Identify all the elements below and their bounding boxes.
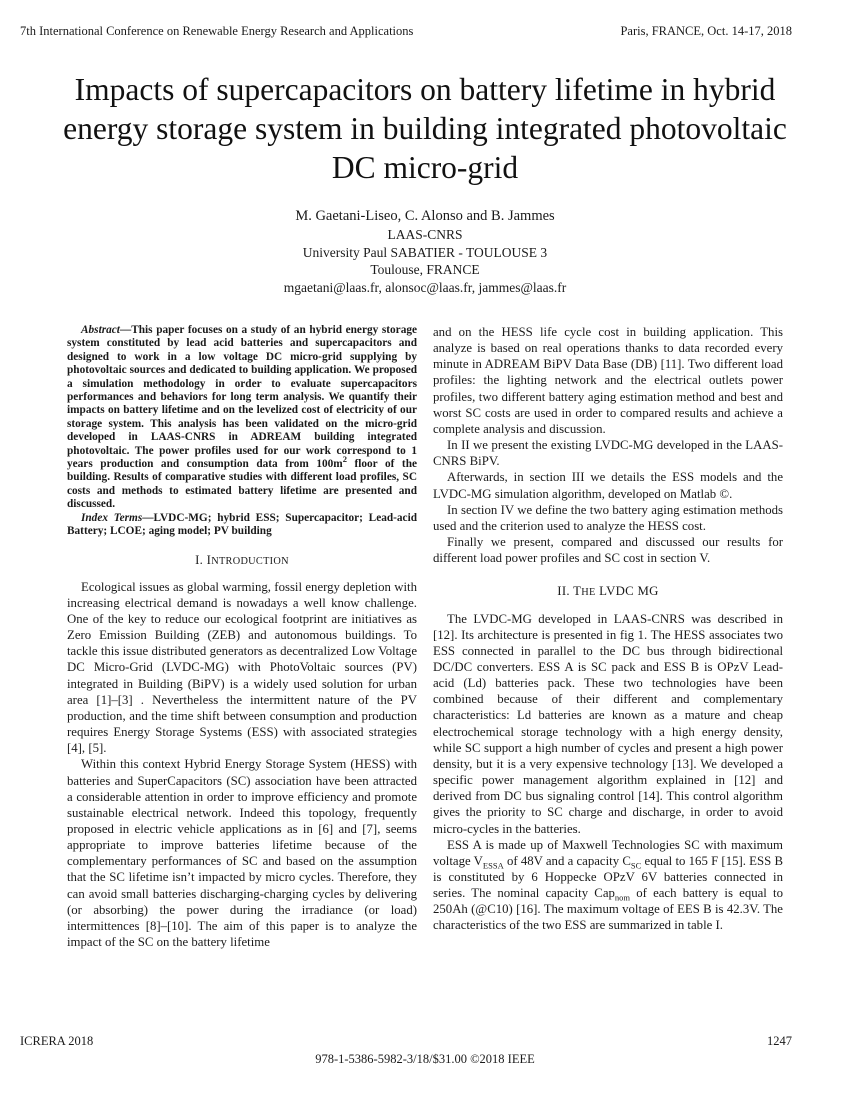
author-lab: LAAS-CNRS: [387, 226, 463, 242]
running-header-location-date: Paris, FRANCE, Oct. 14-17, 2018: [620, 24, 792, 38]
intro-paragraph-4: In II we present the existing LVDC-MG developed in the LAAS-CNRS BiPV.: [433, 438, 783, 469]
index-terms: Index Terms—LVDC-MG; hybrid ESS; Supercapacitor; Lead-acid Battery; LCOE; aging model; PV building: [67, 511, 417, 538]
running-header-conference: 7th International Conference on Renewable Energy Research and Applications: [20, 24, 414, 38]
intro-paragraph-2: Within this context Hybrid Energy Storage System (HESS) with batteries and SuperCapacitors (SC) association have been attracted a considerable attention in order to improve efficiency and promote sustainable electrical network. Indeed this topology, frequently proposed in electric vehicle applications as in [6] and [7], seems appropriate to improve batteries lifetime because of the complementary performances of SC and based on the assumption that the SC lifetime isn’t impacted by micro cycles. Therefore, they can avoid small batteries discharging-charging cycles by delivering (or absorbing) the power during the irradiance (or load) intermittences [8]–[10]. The aim of this paper is to analyze the impact of the SC on the battery lifetime: [67, 757, 417, 950]
abstract-label: Abstract: [81, 324, 120, 336]
abstract: [67, 324, 417, 539]
footer-conference: ICRERA 2018: [20, 1034, 94, 1048]
intro-paragraph-3: and on the HESS life cycle cost in building application. This analyze is based on real operations thanks to data recorded every minute in ADREAM BiPV Data Base (DB) [11]. Two different load profiles: the lighting network and the electrical outlets power profiles, two different battery aging estimation method and best and worst SC costs are used in order to compared results and achieve a complete analysis and discussion.: [433, 325, 783, 436]
lvdc-paragraph-1: The LVDC-MG developed in LAAS-CNRS was described in [12]. Its architecture is presented in fig 1. The HESS associates two ESS connected in parallel to the DC bus through bidirectional DC/DC converters. ESS A is SC pack and ESS B is OPzV Lead-acid (Ld) batteries pack. These two technologies have been combined because of their different and complementary characteristics: Ld batteries are known as a mature and cheap electrochemical storage technology with a high energy density, while SC support a high number of cycles and present a high power density, but it is a very expensive technology [13]. We developed a specific power management algorithm explained in [12] and derived from DC bus signaling control [14]. This control algorithm gives the priority to SC charge and discharge, in order to avoid micro-cycles in the batteries.: [433, 611, 783, 836]
abstract-paragraph: Abstract—This paper focuses on a study of an hybrid energy storage system constituted by lead acid batteries and supercapacitors and designed to work in a low voltage DC micro-grid supplying by photovoltaic sources and dedicated to building application. We proposed a simulation methodology in order to evaluate supercapacitors performances and behaviors for long term analysis. We quantify their impacts on battery lifetime and on the levelized cost of electricity of our storage system. This analysis has been validated on the micro-grid developed in LAAS-CNRS in ADREAM building integrated photovoltaic. The power profiles used for our work correspond to 1 years production and consumption data from $100m^2$ floor of the building. Results of comparative studies with different load profiles, SC costs and methods to estimated battery lifetime are presented and discussed.: [67, 324, 417, 511]
left-column: [67, 324, 417, 950]
author-city: Toulouse, FRANCE: [370, 262, 480, 278]
intro-paragraph-6: In section IV we define the two battery aging estimation methods used and the criterion used to analyze the HESS cost.: [433, 502, 783, 533]
paper-title: Impacts of supercapacitors on battery lifetime in hybrid energy storage system in building integrated photovoltaic DC micro-grid: [63, 72, 787, 185]
author-block: [60, 208, 790, 297]
abstract-text: This paper focuses on a study of an hybrid energy storage system constituted by lead acid batteries and supercapacitors and designed to work in a low voltage DC micro-grid supplying by photovoltaic sources and dedicated to building application. We proposed a simulation methodology in order to evaluate supercapacitors performances and behaviors for long term analysis. We quantify their impacts on battery lifetime and on the levelized cost of electricity of our storage system. This analysis has been validated on the micro-grid developed in LAAS-CNRS in ADREAM building integrated photovoltaic. The power profiles used for our work correspond to 1 years production and consumption data from 100m: [67, 324, 417, 471]
intro-paragraph-1: Ecological issues as global warming, fossil energy depletion with increasing electrical demand is nowadays a well know challenge. One of the key to reduce our ecological footprint are initiatives as Zero Emission Building (ZEB) and autonomous buildings. To tackle this issue distributed generators as decentralized Low Voltage DC Micro-Grid (LVDC-MG) with PhotoVoltaic sources (PV) integrated in Building (BiPV) is a widely used solution for urban area [1]–[3] . Nevertheless the intermittent nature of the PV production, and the time shift between consumption and production requires Energy Storage Systems (ESS) with associated strategies [4], [5].: [67, 579, 417, 756]
page-number: 1247: [767, 1034, 792, 1048]
lvdc-paragraph-2: ESS A is made up of Maxwell Technologies SC with maximum voltage $V_{ESSA}$ of 48V and a capacity $C_{SC}$ equal to 165 F [15]. ESS B is constituted by 6 Hoppecke OPzV 6V batteries connected in series. The nominal capacity Cap$_{nom}$ of each battery is equal to 250Ah (@C10) [16]. The maximum voltage of EES B is 42.3V. The characteristics of the two ESS are summarized in table I.: [433, 837, 783, 933]
section-heading-lvdc-mg: II. THE LVDC MG: [557, 584, 659, 599]
footer-isbn: 978-1-5386-5982-3/18/$31.00 ©2018 IEEE: [315, 1052, 535, 1066]
intro-paragraph-5: Afterwards, in section III we details the ESS models and the LVDC-MG simulation algorithm, developed on Matlab ©.: [433, 470, 783, 501]
section-heading-introduction: I. INTRODUCTION: [195, 552, 289, 567]
author-emails: mgaetani@laas.fr, alonsoc@laas.fr, jammes@laas.fr: [283, 280, 567, 296]
author-university: University Paul SABATIER - TOULOUSE 3: [302, 244, 548, 260]
author-names: M. Gaetani-Liseo, C. Alonso and B. Jammes: [295, 208, 555, 224]
index-terms-label: Index Terms: [81, 511, 143, 524]
intro-paragraph-7: Finally we present, compared and discussed our results for different load power profiles and SC cost in section V.: [433, 535, 783, 566]
right-column: [433, 324, 783, 934]
